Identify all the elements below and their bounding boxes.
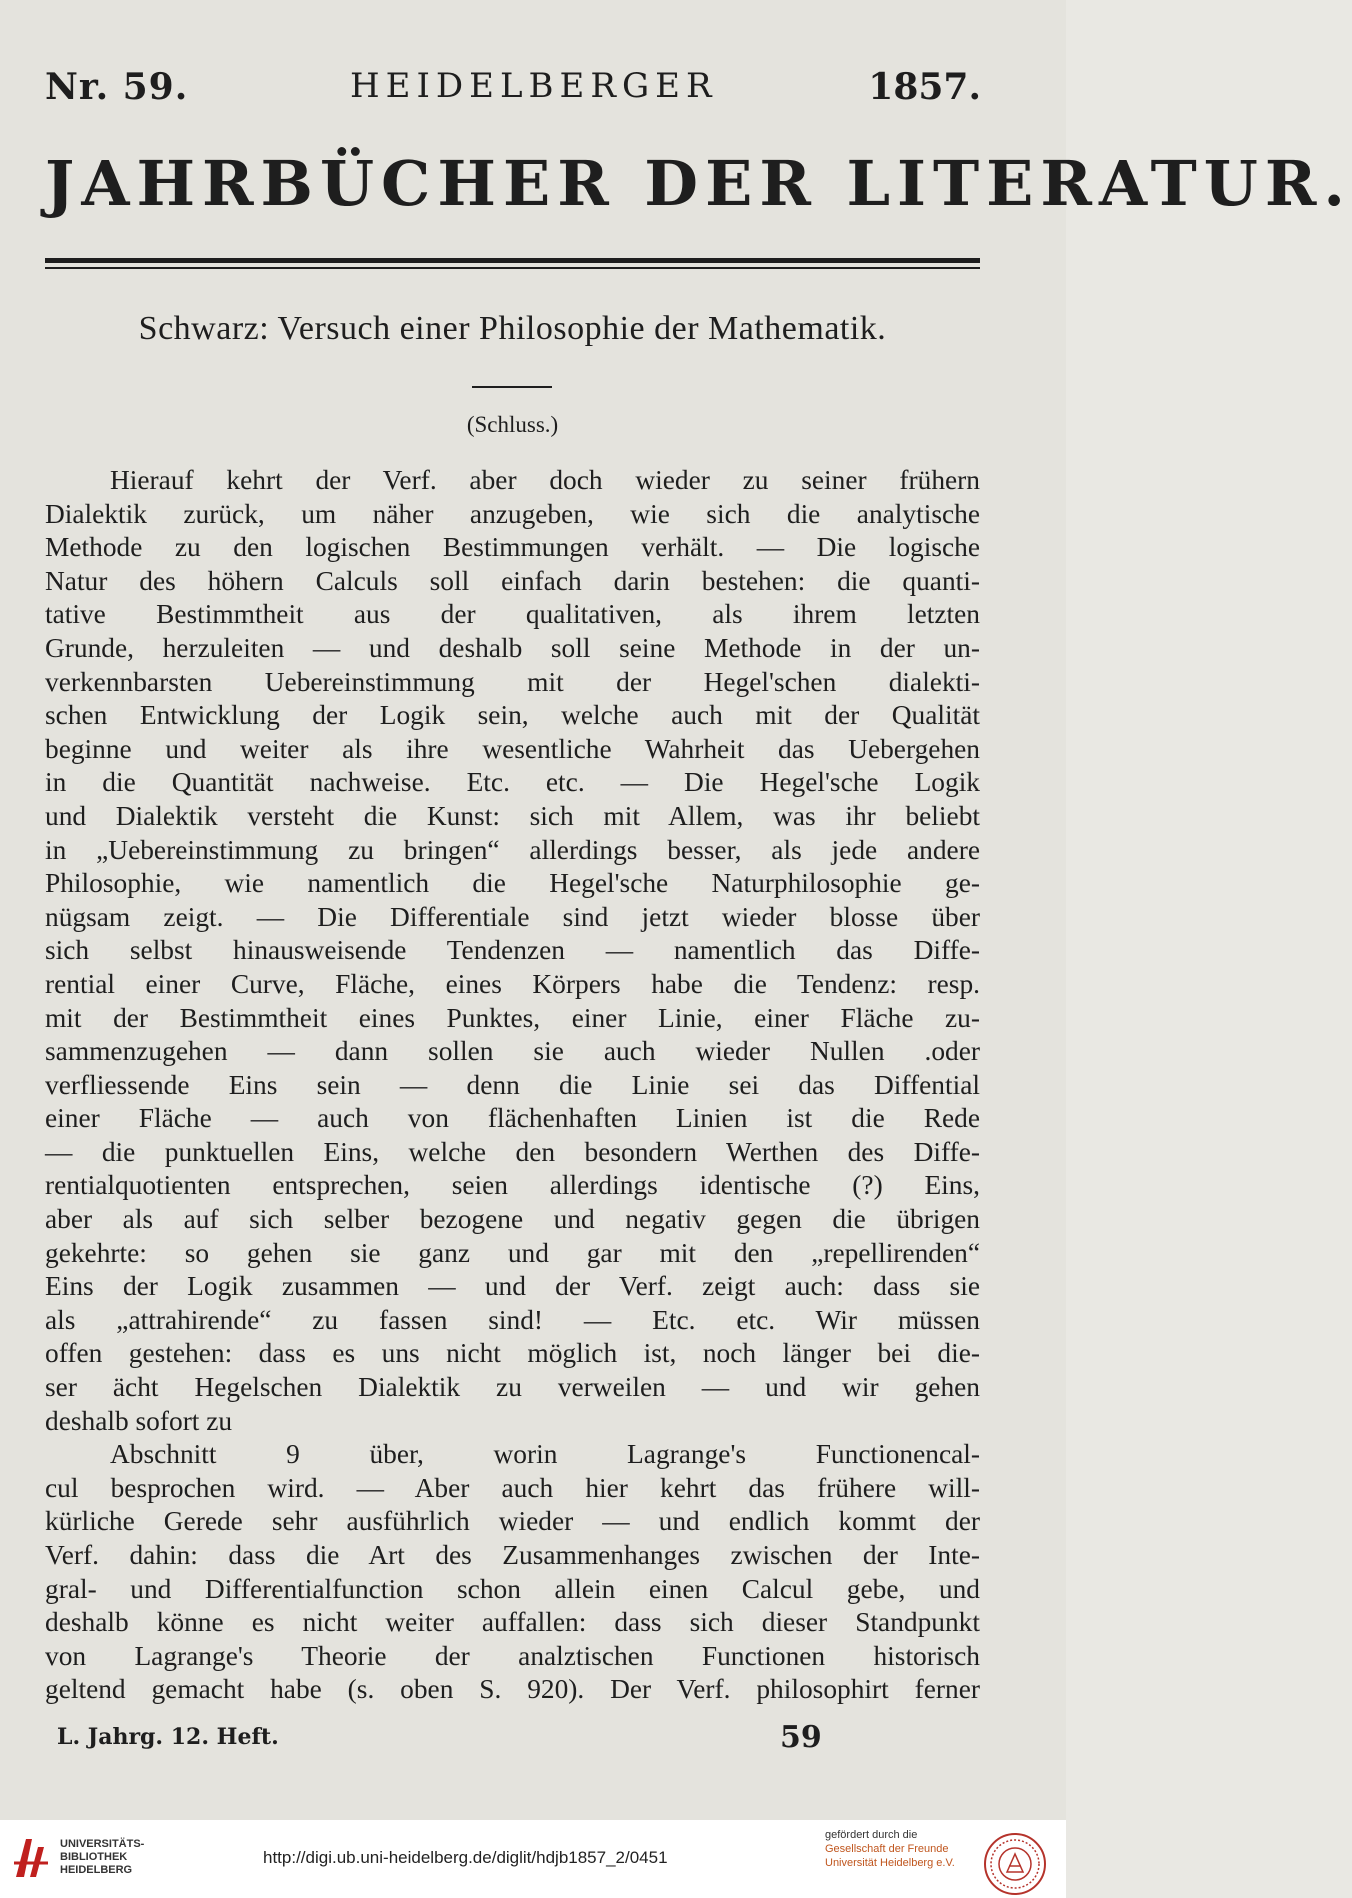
text-line: ser ächt Hegelschen Dialektik zu verweilen — und wir gehen	[45, 1372, 980, 1403]
text-line: — die punktuellen Eins, welche den besondern Werthen des Diffe-	[45, 1136, 980, 1167]
text-line: tative Bestimmtheit aus der qualitativen, als ihrem letzten	[45, 599, 980, 630]
text-line: kürliche Gerede sehr ausführlich wieder — und endlich kommt der	[45, 1506, 980, 1537]
text-line: Verf. dahin: dass die Art des Zusammenhanges zwischen der Inte-	[45, 1540, 980, 1570]
running-header	[45, 66, 981, 116]
text-line: offen gestehen: dass es uns nicht möglich ist, noch länger bei die-	[45, 1338, 980, 1369]
text-line: rentialquotienten entsprechen, seien allerdings identische (?) Eins,	[45, 1170, 980, 1201]
issue-number: Nr. 59.	[45, 66, 189, 108]
text-line: von Lagrange's Theorie der analztischen Functionen historisch	[45, 1640, 980, 1671]
sponsor-credit	[825, 1828, 955, 1870]
text-line: rential einer Curve, Fläche, eines Körpers habe die Tendenz: resp.	[45, 968, 980, 999]
library-logo-icon[interactable]	[12, 1833, 52, 1881]
year: 1857.	[868, 66, 981, 108]
journal-title: JAHRBÜCHER DER LITERATUR.	[45, 147, 1352, 220]
text-line: Abschnitt 9 über, worin Lagrange's Functionencal-	[110, 1439, 980, 1470]
library-name-line: UNIVERSITÄTS-	[60, 1838, 145, 1850]
text-line: deshalb könne es nicht weiter auffallen: dass sich dieser Standpunkt	[45, 1607, 980, 1638]
text-line: Hierauf kehrt der Verf. aber doch wieder zu seiner frühern	[110, 465, 980, 495]
text-line: verfliessende Eins sein — denn die Linie sei das Diffential	[45, 1069, 980, 1100]
library-name	[60, 1838, 144, 1877]
text-line: deshalb sofort zu	[45, 1405, 233, 1436]
text-line: einer Fläche — auch von flächenhaften Linien ist die Rede	[45, 1103, 980, 1134]
text-line: Eins der Logik zusammen — und der Verf. zeigt auch: dass sie	[45, 1271, 980, 1302]
text-line: cul besprochen wird. — Aber auch hier kehrt das frühere will-	[45, 1472, 980, 1503]
university-seal-icon	[983, 1832, 1047, 1896]
text-line: aber als auf sich selber bezogene und negativ gegen die übrigen	[45, 1204, 980, 1235]
text-line: beginne und weiter als ihre wesentliche Wahrheit das Uebergehen	[45, 733, 980, 764]
article-body	[45, 464, 980, 1707]
text-line: gekehrte: so gehen sie ganz und gar mit den „repellirenden“	[45, 1237, 980, 1268]
library-name-line: BIBLIOTHEK	[60, 1851, 128, 1863]
text-line: Philosophie, wie namentlich die Hegel'sche Naturphilosophie ge-	[45, 868, 980, 899]
text-line: mit der Bestimmtheit eines Punktes, einer Linie, einer Fläche zu-	[45, 1002, 980, 1033]
text-line: Dialektik zurück, um näher anzugeben, wie sich die analytische	[45, 498, 980, 529]
title-rule-thin	[45, 267, 980, 269]
article-subtitle: (Schluss.)	[466, 412, 559, 437]
text-line: Natur des höhern Calculs soll einfach darin bestehen: die quanti-	[45, 565, 980, 596]
text-line: Grunde, herzuleiten — und deshalb soll seine Methode in der un-	[45, 632, 980, 663]
library-name-line: HEIDELBERG	[60, 1864, 133, 1876]
sponsor-org-line: Gesellschaft der Freunde	[825, 1843, 949, 1855]
journal-name-top: HEIDELBERGER	[350, 66, 718, 106]
permalink[interactable]: http://digi.ub.uni-heidelberg.de/diglit/hdjb1857_2/0451	[263, 1848, 668, 1867]
text-line: schen Entwicklung der Logik sein, welche auch mit der Qualität	[45, 700, 980, 731]
sponsor-org-line: Universität Heidelberg e.V.	[825, 1857, 955, 1869]
section-divider	[472, 386, 552, 388]
text-line: verkennbarsten Uebereinstimmung mit der Hegel'schen dialekti-	[45, 666, 980, 697]
text-line: sammenzugehen — dann sollen sie auch wieder Nullen .oder	[45, 1036, 980, 1067]
text-line: in die Quantität nachweise. Etc. etc. — Die Hegel'sche Logik	[45, 767, 980, 798]
text-line: in „Uebereinstimmung zu bringen“ allerdings besser, als jede andere	[45, 834, 980, 865]
text-line: nügsam zeigt. — Die Differentiale sind jetzt wieder blosse über	[45, 901, 980, 932]
text-line: geltend gemacht habe (s. oben S. 920). Der Verf. philosophirt ferner	[45, 1674, 980, 1705]
text-line: gral- und Differentialfunction schon allein einen Calcul gebe, und	[45, 1573, 980, 1604]
signature-mark: L. Jahrg. 12. Heft.	[57, 1724, 279, 1750]
text-line: und Dialektik versteht die Kunst: sich mit Allem, was ihr beliebt	[45, 800, 980, 831]
text-line: Methode zu den logischen Bestimmungen verhält. — Die logische	[45, 532, 980, 563]
sponsor-intro: gefördert durch die	[825, 1829, 918, 1841]
text-line: sich selbst hinausweisende Tendenzen — namentlich das Diffe-	[45, 935, 980, 966]
page-number: 59	[780, 1720, 822, 1755]
text-line: als „attrahirende“ zu fassen sind! — Etc. etc. Wir müssen	[45, 1304, 980, 1335]
title-rule-thick	[45, 258, 980, 263]
article-title: Schwarz: Versuch einer Philosophie der Mathematik.	[138, 310, 887, 347]
